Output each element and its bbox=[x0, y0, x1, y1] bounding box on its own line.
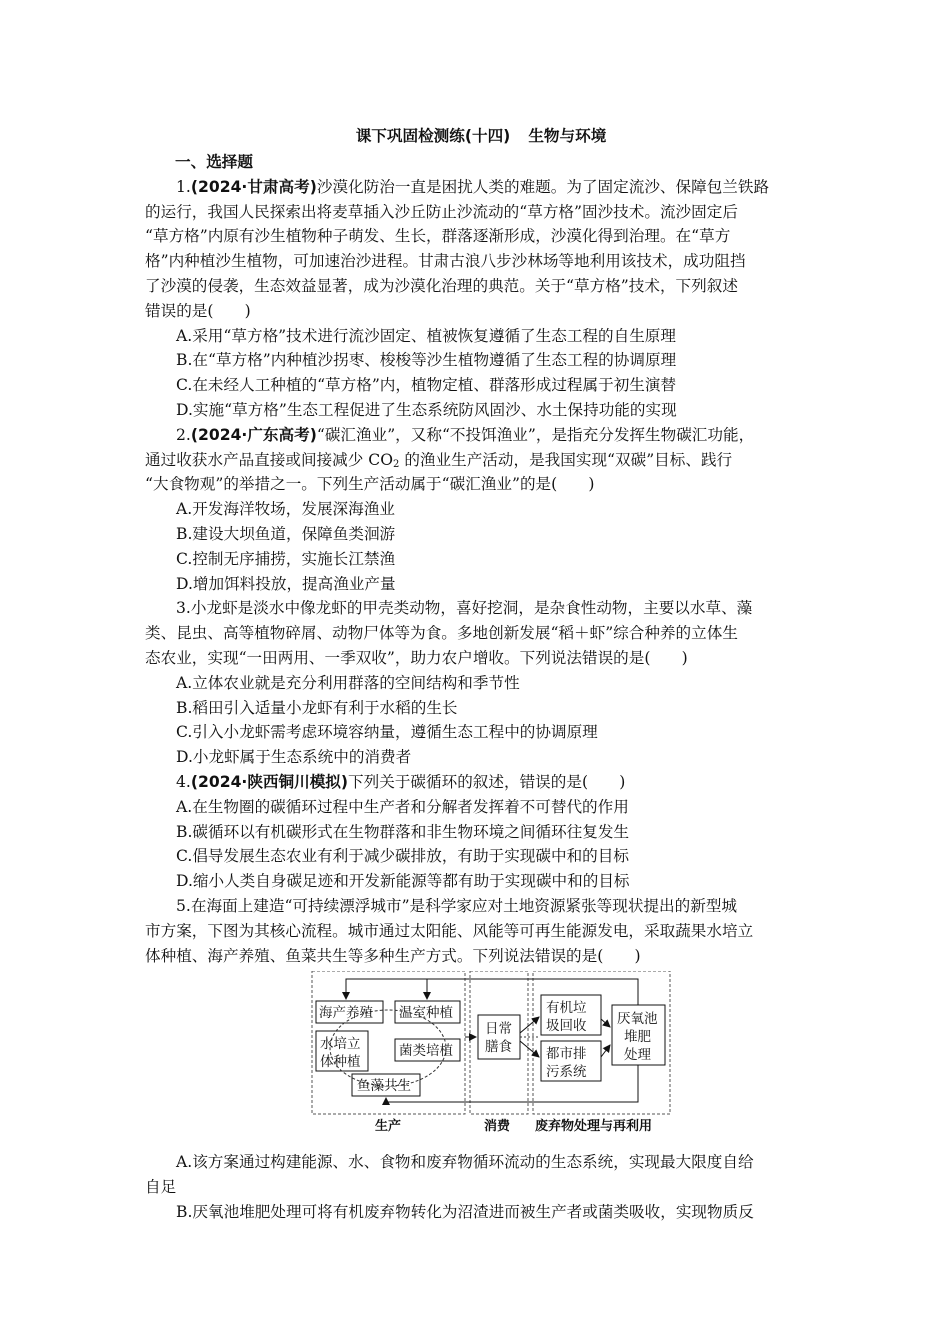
question-3 bbox=[145, 596, 817, 770]
question-3-line: 态农业，实现“一田两用、一季双收”，助力农户增收。下列说法错误的是( ) bbox=[145, 648, 688, 667]
question-5-option-b: B.厌氧池堆肥处理可将有机废弃物转化为沼渣进而被生产者或菌类吸收，实现物质反 bbox=[176, 1202, 754, 1221]
question-3-option-d: D.小龙虾属于生态系统中的消费者 bbox=[176, 748, 412, 767]
question-4-line: 4.(2024·陕西铜川模拟)下列关于碳循环的叙述，错误的是( ) bbox=[176, 772, 626, 791]
anaerobic-label-1: 厌氧池 bbox=[617, 1011, 658, 1028]
question-1-option-b: B.在“草方格”内种植沙拐枣、梭梭等沙生植物遵循了生态工程的协调原理 bbox=[176, 351, 677, 370]
question-5-line: 5.在海面上建造“可持续漂浮城市”是科学家应对土地资源紧张等现状提出的新型城 bbox=[176, 896, 738, 915]
worksheet-page bbox=[145, 124, 817, 1225]
question-4-option-d: D.缩小人类自身碳足迹和开发新能源等都有助于实现碳中和的目标 bbox=[176, 872, 630, 891]
question-1-line: 1.(2024·甘肃高考)沙漠化防治一直是困扰人类的难题。为了固定流沙、保障包兰铁路 bbox=[176, 177, 770, 196]
section-heading: 一、选择题 bbox=[175, 153, 253, 171]
question-3-option-b: B.稻田引入适量小龙虾有利于水稻的生长 bbox=[176, 698, 458, 717]
question-3-option-a: A.立体农业就是充分利用群落的空间结构和季节性 bbox=[176, 673, 520, 692]
diet-to-sewage-arrow bbox=[520, 1041, 539, 1057]
garbage-label-2: 圾回收 bbox=[546, 1018, 587, 1035]
question-2-source: (2024·广东高考) bbox=[190, 425, 317, 444]
question-1-option-c: C.在未经人工种植的“草方格”内，植物定植、群落形成过程属于初生演替 bbox=[176, 376, 677, 395]
question-2-line: 通过收获水产品直接或间接减少 $CO_2$ 的渔业生产活动，是我国实现“双碳”目标、践行 bbox=[145, 450, 733, 470]
question-1-source: (2024·甘肃高考) bbox=[190, 177, 317, 196]
page-title bbox=[145, 124, 817, 150]
sewage-label-1: 都市排 bbox=[546, 1046, 587, 1063]
question-2 bbox=[145, 423, 817, 597]
question-1-line: 格”内种植沙生植物，可加速治沙进程。甘肃古浪八步沙林场等地利用该技术，成功阻挡 bbox=[145, 252, 746, 271]
question-5-line: 体种植、海产养殖、鱼菜共生等多种生产方式。下列说法错误的是( ) bbox=[145, 946, 641, 965]
question-1-line: 了沙漠的侵袭，生态效益显著，成为沙漠化治理的典范。关于“草方格”技术，下列叙述 bbox=[145, 276, 738, 295]
question-4-option-c: C.倡导发展生态农业有利于减少碳排放，有助于实现碳中和的目标 bbox=[176, 847, 629, 866]
aquaculture-label: 海产养殖 bbox=[319, 1005, 373, 1022]
anaerobic-label-3: 处理 bbox=[624, 1047, 651, 1064]
question-4-source: (2024·陕西铜川模拟) bbox=[190, 772, 349, 791]
question-2-line: 2.(2024·广东高考)“碳汇渔业”，又称“不投饵渔业”，是指充分发挥生物碳汇功能， bbox=[176, 425, 755, 444]
consumption-group-label: 消费 bbox=[484, 1119, 511, 1135]
production-group-label: 生产 bbox=[375, 1119, 402, 1135]
question-4-option-b: B.碳循环以有机碳形式在生物群落和非生物环境之间循环往复发生 bbox=[176, 822, 630, 841]
question-4 bbox=[145, 770, 817, 894]
question-2-option-b: B.建设大坝鱼道，保障鱼类洄游 bbox=[176, 524, 396, 543]
question-2-line: “大食物观”的举措之一。下列生产活动属于“碳汇渔业”的是( ) bbox=[145, 475, 595, 494]
question-1 bbox=[145, 175, 817, 423]
question-1-line: 的运行，我国人民探索出将麦草插入沙丘防止沙流动的“草方格”固沙技术。流沙固定后 bbox=[145, 202, 738, 221]
hydroponics-label-2: 体种植 bbox=[320, 1054, 361, 1071]
title-left: 课下巩固检测练(十四) bbox=[355, 127, 511, 145]
question-5-option-a: A.该方案通过构建能源、水、食物和废弃物循环流动的生态系统，实现最大限度自给 bbox=[176, 1153, 754, 1172]
title-right: 生物与环境 bbox=[528, 127, 607, 145]
question-5-option-a-cont: 自足 bbox=[145, 1178, 177, 1197]
question-1-line: 错误的是( ) bbox=[145, 301, 251, 320]
anaerobic-label-2: 堆肥 bbox=[624, 1029, 651, 1046]
greenhouse-label: 温室种植 bbox=[399, 1005, 453, 1022]
question-2-option-d: D.增加饵料投放，提高渔业产量 bbox=[176, 574, 396, 593]
question-2-option-a: A.开发海洋牧场，发展深海渔业 bbox=[176, 500, 395, 519]
sewage-to-anaerobic-arrow bbox=[601, 1045, 610, 1057]
question-1-line: “草方格”内原有沙生植物种子萌发、生长，群落逐渐形成，沙漠化得到治理。在“草方 bbox=[145, 227, 731, 246]
question-5-line: 市方案，下图为其核心流程。城市通过太阳能、风能等可再生能源发电，采取蔬果水培立 bbox=[145, 921, 754, 940]
garbage-label-1: 有机垃 bbox=[546, 1000, 587, 1017]
diet-label-2: 膳食 bbox=[485, 1039, 512, 1056]
question-3-line: 类、昆虫、高等植物碎屑、动物尸体等为食。多地创新发展“稻＋虾”综合种养的立体生 bbox=[145, 624, 738, 643]
waste-group-label: 废弃物处理与再利用 bbox=[535, 1119, 653, 1135]
aquaponics-label: 鱼藻共生 bbox=[357, 1078, 411, 1095]
question-5 bbox=[145, 894, 817, 1225]
garbage-to-anaerobic-arrow bbox=[601, 1019, 610, 1027]
sewage-label-2: 污系统 bbox=[546, 1064, 587, 1081]
question-3-option-c: C.引入小龙虾需考虑环境容纳量，遵循生态工程中的协调原理 bbox=[176, 723, 598, 742]
question-2-option-c: C.控制无序捕捞，实施长江禁渔 bbox=[176, 549, 396, 568]
question-3-line: 3.小龙虾是淡水中像龙虾的甲壳类动物，喜好挖洞，是杂食性动物，主要以水草、藻 bbox=[176, 599, 753, 618]
question-1-option-a: A.采用“草方格”技术进行流沙固定、植被恢复遵循了生态工程的自生原理 bbox=[176, 326, 676, 345]
question-4-option-a: A.在生物圈的碳循环过程中生产者和分解者发挥着不可替代的作用 bbox=[176, 797, 629, 816]
diet-to-garbage-arrow bbox=[520, 1017, 539, 1033]
hydroponics-label-1: 水培立 bbox=[320, 1036, 361, 1053]
flow-diagram bbox=[145, 971, 817, 1143]
diet-label-1: 日常 bbox=[485, 1021, 512, 1038]
fungi-label: 菌类培植 bbox=[399, 1043, 453, 1060]
question-1-option-d: D.实施“草方格”生态工程促进了生态系统防风固沙、水土保持功能的实现 bbox=[176, 400, 677, 419]
